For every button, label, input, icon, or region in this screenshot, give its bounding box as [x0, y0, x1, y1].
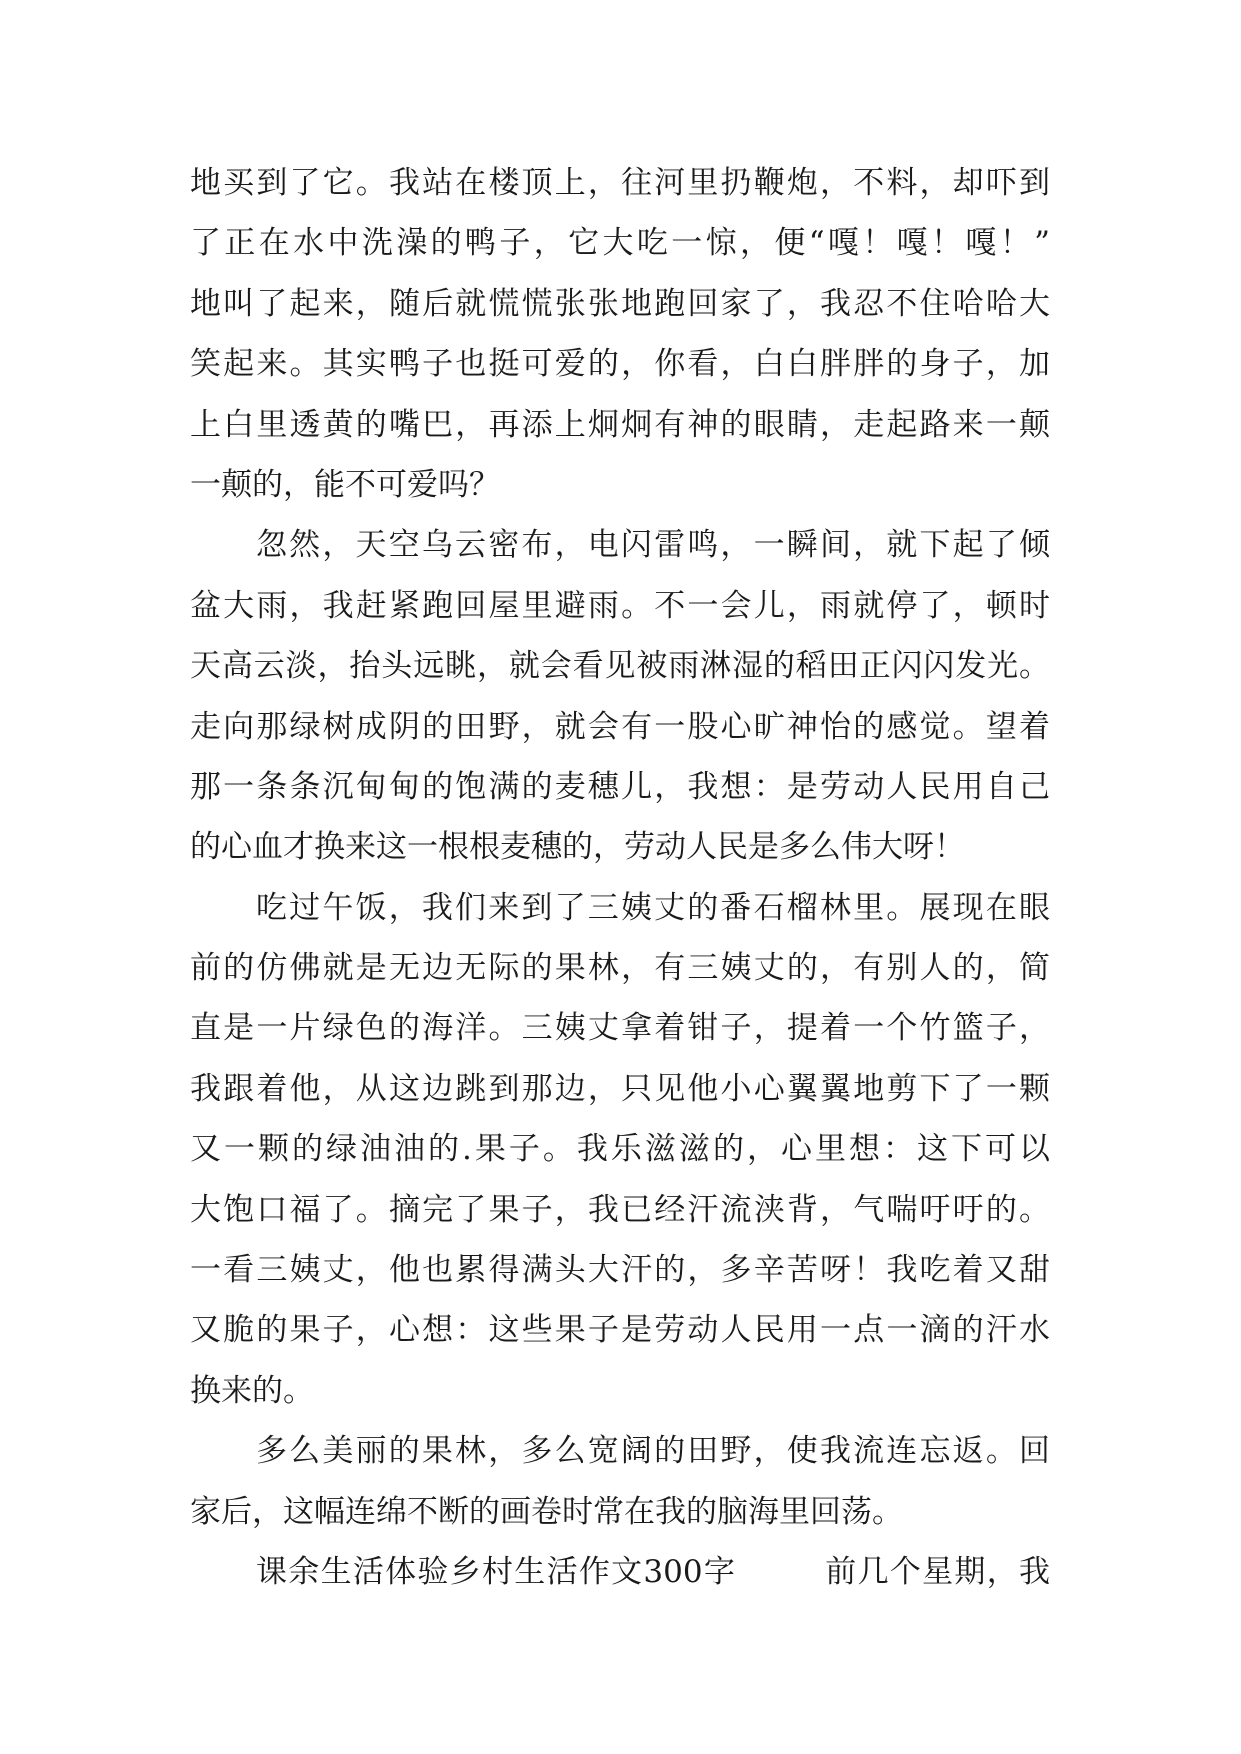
text-line-15: 直是一片绿色的海洋。三姨丈拿着钳子，提着一个竹篮子， [190, 1010, 1050, 1047]
text-line-7: 忽然，天空乌云密布，电闪雷鸣，一瞬间，就下起了倾 [256, 527, 1050, 564]
text-line-4: 笑起来。其实鸭子也挺可爱的，你看，白白胖胖的身子，加 [190, 346, 1050, 383]
text-line-8: 盆大雨，我赶紧跑回屋里避雨。不一会儿，雨就停了，顿时 [190, 587, 1050, 624]
text-line-16: 我跟着他，从这边跳到那边，只见他小心翼翼地剪下了一颗 [190, 1070, 1050, 1107]
text-line-10: 走向那绿树成阴的田野，就会有一股心旷神怡的感觉。望着 [190, 708, 1050, 745]
text-line-6: 一颠的，能不可爱吗？ [190, 466, 500, 503]
text-line-11: 那一条条沉甸甸的饱满的麦穗儿，我想：是劳动人民用自己 [190, 768, 1050, 805]
text-line-23: 家后，这幅连绵不断的画卷时常在我的脑海里回荡。 [190, 1493, 903, 1530]
text-line-22: 多么美丽的果林，多么宽阔的田野，使我流连忘返。回 [256, 1433, 1050, 1470]
text-line-21: 换来的。 [190, 1372, 314, 1409]
text-line-20: 又脆的果子，心想：这些果子是劳动人民用一点一滴的汗水 [190, 1312, 1050, 1349]
text-line-2: 了正在水中洗澡的鸭子，它大吃一惊，便“嘎！嘎！嘎！” [190, 225, 1050, 262]
text-line-9: 天高云淡，抬头远眺，就会看见被雨淋湿的稻田正闪闪发光。 [190, 648, 1050, 685]
text-line-3: 地叫了起来，随后就慌慌张张地跑回家了，我忍不住哈哈大 [190, 285, 1050, 322]
text-line-19: 一看三姨丈，他也累得满头大汗的，多辛苦呀！我吃着又甜 [190, 1252, 1050, 1289]
text-line-18: 大饱口福了。摘完了果子，我已经汗流浃背，气喘吁吁的。 [190, 1191, 1050, 1228]
text-line-1: 地买到了它。我站在楼顶上，往河里扔鞭炮，不料，却吓到 [190, 165, 1050, 201]
text-line-5: 上白里透黄的嘴巴，再添上炯炯有神的眼睛，走起路来一颠 [190, 406, 1050, 443]
text-line-14: 前的仿佛就是无边无际的果林，有三姨丈的，有别人的，简 [190, 950, 1050, 987]
text-line-24: 课余生活体验乡村生活作文300字 前几个星期，我 [256, 1553, 1050, 1590]
text-line-17: 又一颗的绿油油的.果子。我乐滋滋的，心里想：这下可以 [190, 1131, 1050, 1168]
document-body [190, 153, 1050, 1602]
text-line-13: 吃过午饭，我们来到了三姨丈的番石榴林里。展现在眼 [256, 889, 1050, 926]
text-line-12: 的心血才换来这一根根麦穗的，劳动人民是多么伟大呀！ [190, 829, 965, 866]
